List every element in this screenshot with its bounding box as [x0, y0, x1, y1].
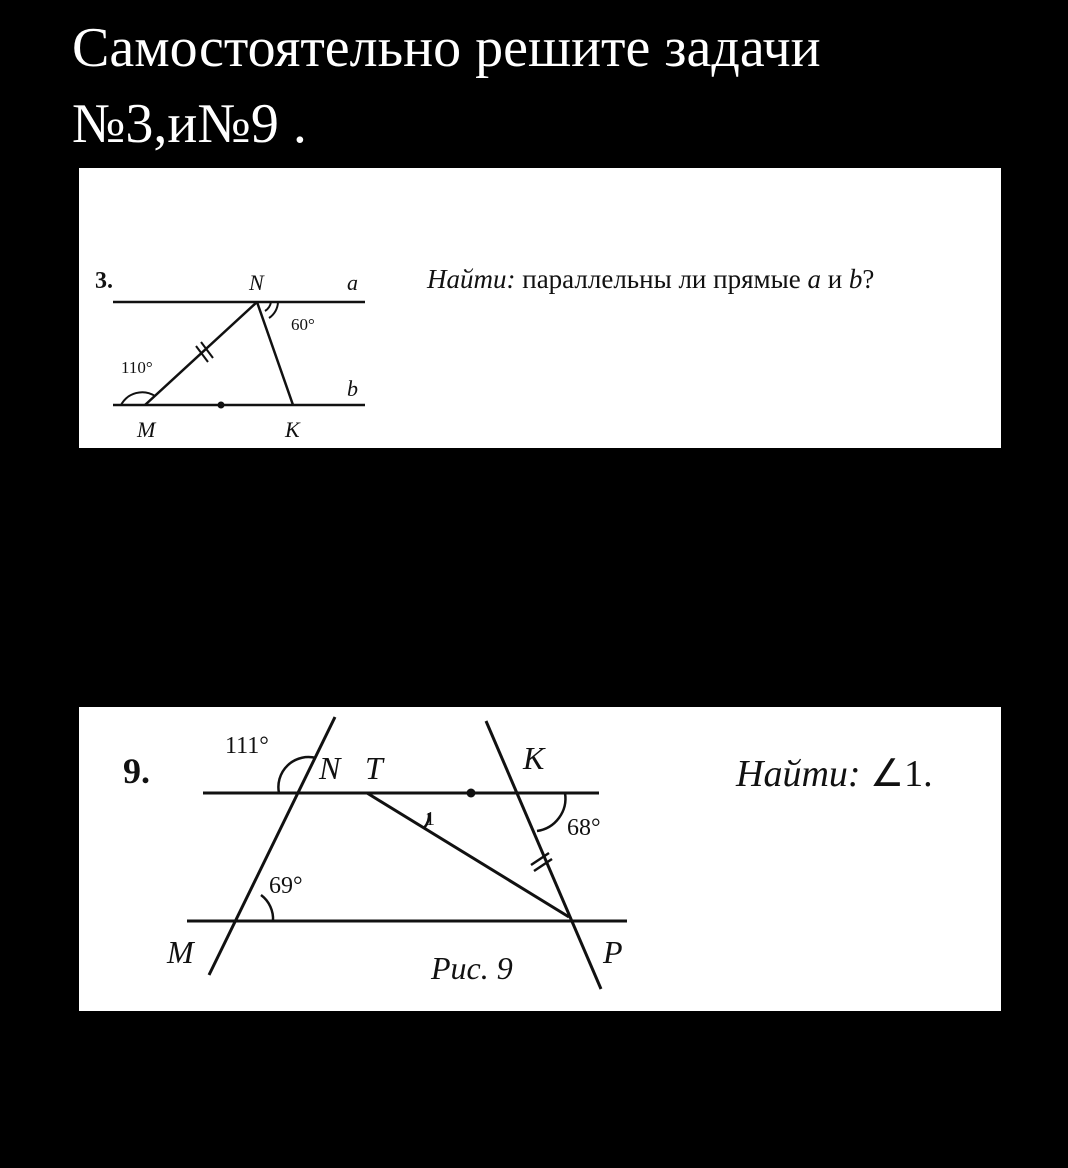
angle-arc-68 [537, 793, 565, 831]
figure-caption: Рис. 9 [431, 950, 513, 986]
question-and: и [820, 264, 849, 294]
question-start: параллельны ли прямые [522, 264, 808, 294]
angle-label-69: 69° [269, 873, 303, 899]
heading-line-1: Самостоятельно решите задачи [72, 17, 821, 79]
point-label-M: M [167, 934, 194, 970]
angle-label-111: 111° [225, 733, 269, 759]
question-end: ? [862, 264, 875, 294]
line-label-b: b [347, 376, 358, 401]
point-label-K: K [523, 740, 545, 776]
angle-arc-N-1 [265, 302, 271, 311]
point-label-K: K [285, 417, 300, 442]
dot-mark-top [467, 789, 476, 798]
question-var-b: b [848, 264, 863, 294]
problem-9-number: 9. [123, 751, 150, 791]
problem-3-task [427, 264, 874, 295]
problem-3-number: 3. [95, 268, 113, 294]
problem-3-card [79, 168, 1001, 448]
problem-3-figure [79, 168, 1001, 448]
angle-arc-M [121, 392, 155, 405]
heading-line-2: №3,и№9 . [72, 93, 307, 155]
question-var-a: a [807, 264, 821, 294]
page-heading [72, 10, 1032, 162]
angle-label-N: 60° [291, 315, 315, 334]
point-label-N: N [319, 750, 341, 786]
angle-label-68: 68° [567, 815, 601, 841]
problem-9-task [736, 751, 933, 796]
point-label-P: P [603, 934, 623, 970]
find-label: Найти: [427, 264, 516, 294]
angle-label-M: 110° [121, 358, 153, 377]
find-value: ∠1. [870, 753, 933, 795]
line-label-a: a [347, 270, 358, 295]
segment-NK [257, 302, 293, 405]
dot-mark-MK [218, 402, 225, 409]
point-label-M: M [137, 417, 156, 442]
segment-TP [367, 793, 569, 917]
problem-9-card [79, 707, 1001, 1011]
angle-label-1: 1 [425, 808, 435, 830]
point-label-T: T [365, 750, 383, 786]
find-label: Найти: [736, 753, 861, 795]
point-label-N: N [249, 270, 264, 295]
angle-arc-111 [278, 757, 316, 793]
